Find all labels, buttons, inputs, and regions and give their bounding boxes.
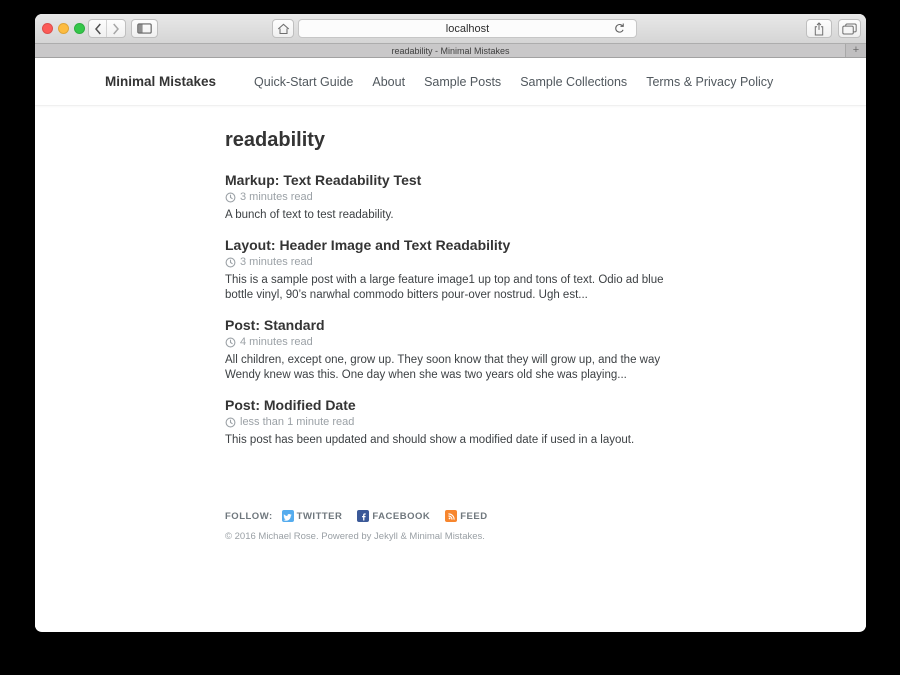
close-window-button[interactable] (42, 23, 53, 34)
post-read-time (225, 336, 680, 349)
archive-content (225, 106, 680, 448)
nav-link[interactable]: Quick-Start Guide (254, 74, 354, 89)
share-icon (813, 22, 825, 36)
site-title-link[interactable]: Minimal Mistakes (105, 74, 217, 89)
url-address-bar[interactable] (298, 19, 637, 38)
read-time-text: 3 minutes read (240, 256, 313, 268)
post-read-time (225, 416, 680, 429)
post-read-time (225, 256, 680, 269)
post-title-link[interactable]: Post: Standard (225, 317, 325, 333)
read-time-text: less than 1 minute read (240, 416, 355, 428)
facebook-label: FACEBOOK (372, 510, 431, 522)
post-list-item (225, 397, 680, 448)
tab-bar (35, 44, 866, 58)
tab-overview-button[interactable] (838, 19, 861, 38)
post-excerpt: This is a sample post with a large feature image1 up top and tons of text. Odio ad blue bottle vinyl, 90’s narwhal commodo bitters pour-over nostrud. Ugh est... (225, 274, 664, 301)
primary-nav (254, 75, 773, 89)
post-excerpt: All children, except one, grow up. They soon know that they will grow up, and the way Wendy knew was this. One day when she was two years old she was playing... (225, 354, 661, 381)
post-title-link[interactable]: Layout: Header Image and Text Readability (225, 237, 511, 253)
nav-link[interactable]: Sample Posts (424, 74, 502, 89)
nav-link[interactable]: Sample Collections (520, 74, 628, 89)
clock-icon (225, 192, 236, 203)
nav-link[interactable]: About (372, 74, 406, 89)
zoom-window-button[interactable] (74, 23, 85, 34)
post-title-link[interactable]: Markup: Text Readability Test (225, 172, 422, 188)
browser-toolbar (35, 14, 866, 44)
page-footer (225, 510, 866, 542)
active-tab[interactable]: readability - Minimal Mistakes (391, 45, 510, 56)
home-icon (277, 23, 290, 35)
read-time-text: 3 minutes read (240, 191, 313, 203)
twitter-label: TWITTER (296, 510, 343, 522)
back-button[interactable] (89, 20, 107, 37)
webpage-viewport (35, 58, 866, 631)
post-excerpt: A bunch of text to test readability. (225, 209, 394, 221)
new-tab-button[interactable]: + (845, 44, 866, 57)
follow-label: FOLLOW: (225, 510, 273, 522)
facebook-link[interactable] (357, 510, 430, 522)
home-button[interactable] (272, 19, 294, 38)
clock-icon (225, 417, 236, 428)
post-read-time (225, 191, 680, 204)
twitter-link[interactable] (282, 510, 343, 522)
masthead-nav (35, 58, 866, 106)
minimize-window-button[interactable] (58, 23, 69, 34)
feed-link[interactable] (445, 510, 487, 522)
page-title: readability (225, 129, 326, 151)
clock-icon (225, 257, 236, 268)
clock-icon (225, 337, 236, 348)
browser-window (35, 14, 866, 632)
post-title-link[interactable]: Post: Modified Date (225, 397, 356, 413)
post-list-item (225, 172, 680, 223)
reload-icon (613, 22, 626, 35)
feed-label: FEED (460, 510, 488, 522)
copyright-text: © 2016 Michael Rose. Powered by Jekyll & Minimal Mistakes. (225, 531, 485, 542)
twitter-icon (282, 510, 294, 522)
traffic-lights (42, 23, 85, 34)
rss-icon (445, 510, 457, 522)
sidebar-toggle-button[interactable] (131, 19, 158, 38)
forward-button[interactable] (107, 20, 125, 37)
facebook-icon (357, 510, 369, 522)
post-excerpt: This post has been updated and should show a modified date if used in a layout. (225, 434, 635, 446)
history-nav-group (88, 19, 126, 38)
reload-button[interactable] (613, 22, 627, 36)
tabs-icon (842, 23, 857, 35)
share-button[interactable] (806, 19, 832, 38)
post-list-item (225, 317, 680, 383)
sidebar-icon (137, 23, 152, 34)
post-list-item (225, 237, 680, 303)
chevron-left-icon (94, 23, 102, 35)
read-time-text: 4 minutes read (240, 336, 313, 348)
chevron-right-icon (112, 23, 120, 35)
nav-link[interactable]: Terms & Privacy Policy (646, 74, 774, 89)
follow-row (225, 510, 866, 522)
